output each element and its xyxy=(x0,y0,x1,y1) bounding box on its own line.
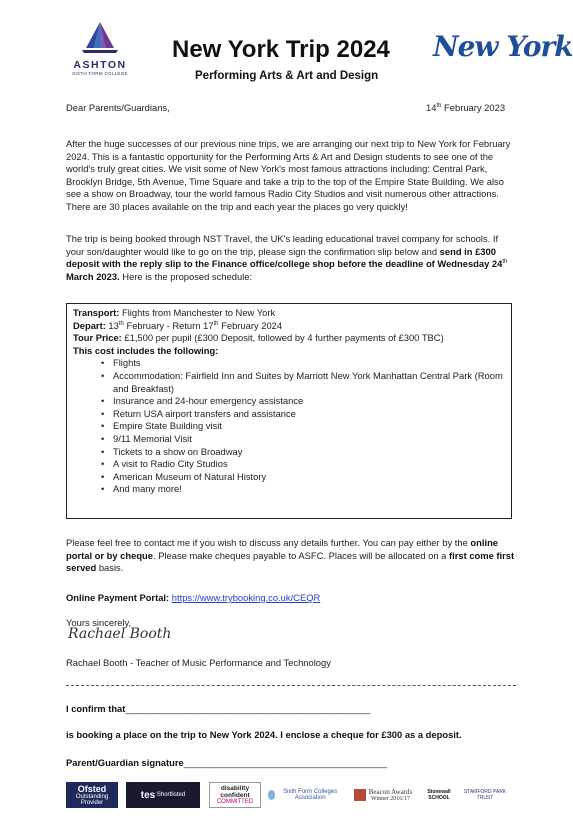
date-suffix: th xyxy=(436,102,442,109)
sfca-icon xyxy=(268,790,275,800)
list-item: • A visit to Radio City Studios xyxy=(113,458,505,471)
college-logo-word: ASHTON xyxy=(73,59,127,71)
booking-text-a: The trip is being booked through NST Travel, the UK's leading educational travel company for schools. If your son/daughter would like to go on the trip, please sign the confirmation slip below and xyxy=(66,233,499,257)
beacon-icon xyxy=(354,789,366,801)
depart-suffix-2: th xyxy=(213,320,219,327)
depart-suffix-1: th xyxy=(118,320,124,327)
college-logo xyxy=(70,20,130,76)
transport-label: Transport: xyxy=(73,307,120,318)
greeting: Dear Parents/Guardians, xyxy=(66,102,170,113)
transport-line xyxy=(73,307,505,320)
payment-methods: online portal or by cheque xyxy=(66,537,499,561)
confirm-label: I confirm that xyxy=(66,703,126,714)
page-title: New York Trip 2024 xyxy=(172,36,390,63)
list-item: • And many more! xyxy=(113,483,505,496)
contact-paragraph xyxy=(66,537,516,575)
booking-statement: is booking a place on the trip to New York 2024. I enclose a cheque for £300 as a deposit. xyxy=(66,729,462,740)
disability-confident-logo: disability confident COMMITTED xyxy=(209,782,261,808)
handwritten-signature: Rachael Booth xyxy=(68,626,172,642)
depart-label: Depart: xyxy=(73,319,106,331)
student-name-field[interactable]: _______________________________________________ xyxy=(125,703,371,714)
letter-date xyxy=(426,102,505,115)
sign-off: Yours sincerely, xyxy=(66,617,132,628)
portal-label: Online Payment Portal: xyxy=(66,592,170,603)
date-day: 14 xyxy=(426,102,437,113)
list-item: • American Museum of Natural History xyxy=(113,471,505,484)
list-item: • Accommodation: Fairfield Inn and Suites by Marriott New York Manhattan Central Park (Room and Breakfast) xyxy=(113,370,505,395)
booking-paragraph xyxy=(66,233,516,283)
depart-value-1: 13 xyxy=(105,319,119,331)
contact-text-a: Please feel free to contact me if you wish to discuss any details further. You can pay either by the xyxy=(66,537,471,548)
depart-line xyxy=(73,320,505,333)
list-item: • Tickets to a show on Broadway xyxy=(113,446,505,459)
schedule-box xyxy=(66,303,512,519)
college-logo-sub: SIXTH FORM COLLEGE xyxy=(72,71,128,76)
stamford-park-trust-logo: STAMFORD PARK TRUST xyxy=(463,789,507,801)
page-subtitle: Performing Arts & Art and Design xyxy=(195,70,379,82)
price-value: £1,500 per pupil (£300 Deposit, followed by 4 further payments of £300 TBC) xyxy=(121,332,444,344)
allocation-rule: first come first served xyxy=(66,549,515,574)
transport-value: Flights from Manchester to New York xyxy=(119,307,276,318)
contact-text-e: basis. xyxy=(96,562,124,574)
portal-link[interactable]: https://www.trybooking.co.uk/CEQR xyxy=(171,592,321,603)
college-crest-icon xyxy=(78,20,122,54)
list-item: • Return USA airport transfers and assistance xyxy=(113,408,505,421)
list-item: • Insurance and 24-hour emergency assistance xyxy=(113,395,505,408)
includes-list xyxy=(73,357,505,496)
depart-value-2: February - Return 17 xyxy=(123,319,214,331)
tes-logo: tes Shortlisted xyxy=(126,782,200,808)
booking-text-d: Here is the proposed schedule: xyxy=(119,270,253,282)
list-item: • Flights xyxy=(113,357,505,370)
intro-paragraph: After the huge successes of our previous nine trips, we are arranging our next trip to New York for February 2024. This is a fantastic opportunity for the Performing Arts & Art and Design students to see one of the world's truly great cities. We visit some of New York's most famous attractions including: Central Park, Brooklyn Bridge, 5th Avenue, Time Square and take a trip to the top of the Empire State Building. We also see a show on Broadway, tour the world famous Radio City Studios and visit numerous other attractions. There are 30 places available on the trip and each year the places go very quickly! xyxy=(66,138,511,212)
parent-signature-label: Parent/Guardian signature xyxy=(66,757,184,768)
deadline-month: March 2023. xyxy=(66,270,120,282)
price-line xyxy=(73,332,505,345)
new-york-logo: New York xyxy=(433,30,573,63)
list-item: • Empire State Building visit xyxy=(113,420,505,433)
payment-portal-line xyxy=(66,592,320,605)
contact-text-c: . Please make cheques payable to ASFC. Places will be allocated on a xyxy=(153,549,450,561)
signer-name: Rachael Booth - Teacher of Music Performance and Technology xyxy=(66,657,331,668)
includes-label: This cost includes the following: xyxy=(73,344,219,356)
list-item: • 9/11 Memorial Visit xyxy=(113,433,505,446)
sfca-logo: Sixth Form Colleges Association xyxy=(268,782,342,808)
deadline-suffix: th xyxy=(502,259,508,266)
cut-line xyxy=(66,685,516,686)
depart-value-3: February 2024 xyxy=(218,319,283,331)
parent-signature-line xyxy=(66,757,387,770)
date-rest: February 2023 xyxy=(441,102,506,113)
beacon-awards-logo: Beacon Awards Winner 2016/17 xyxy=(348,782,418,808)
ofsted-logo: Ofsted Outstanding Provider xyxy=(66,782,118,808)
stonewall-logo: Stonewall SCHOOL xyxy=(427,789,451,801)
confirm-line xyxy=(66,703,370,716)
parent-signature-field[interactable]: _______________________________________ xyxy=(183,757,388,768)
price-label: Tour Price: xyxy=(73,332,122,344)
deposit-deadline: send in £300 deposit with the reply slip to the Finance office/college shop before the deadline of Wednesday 24 xyxy=(66,245,503,270)
